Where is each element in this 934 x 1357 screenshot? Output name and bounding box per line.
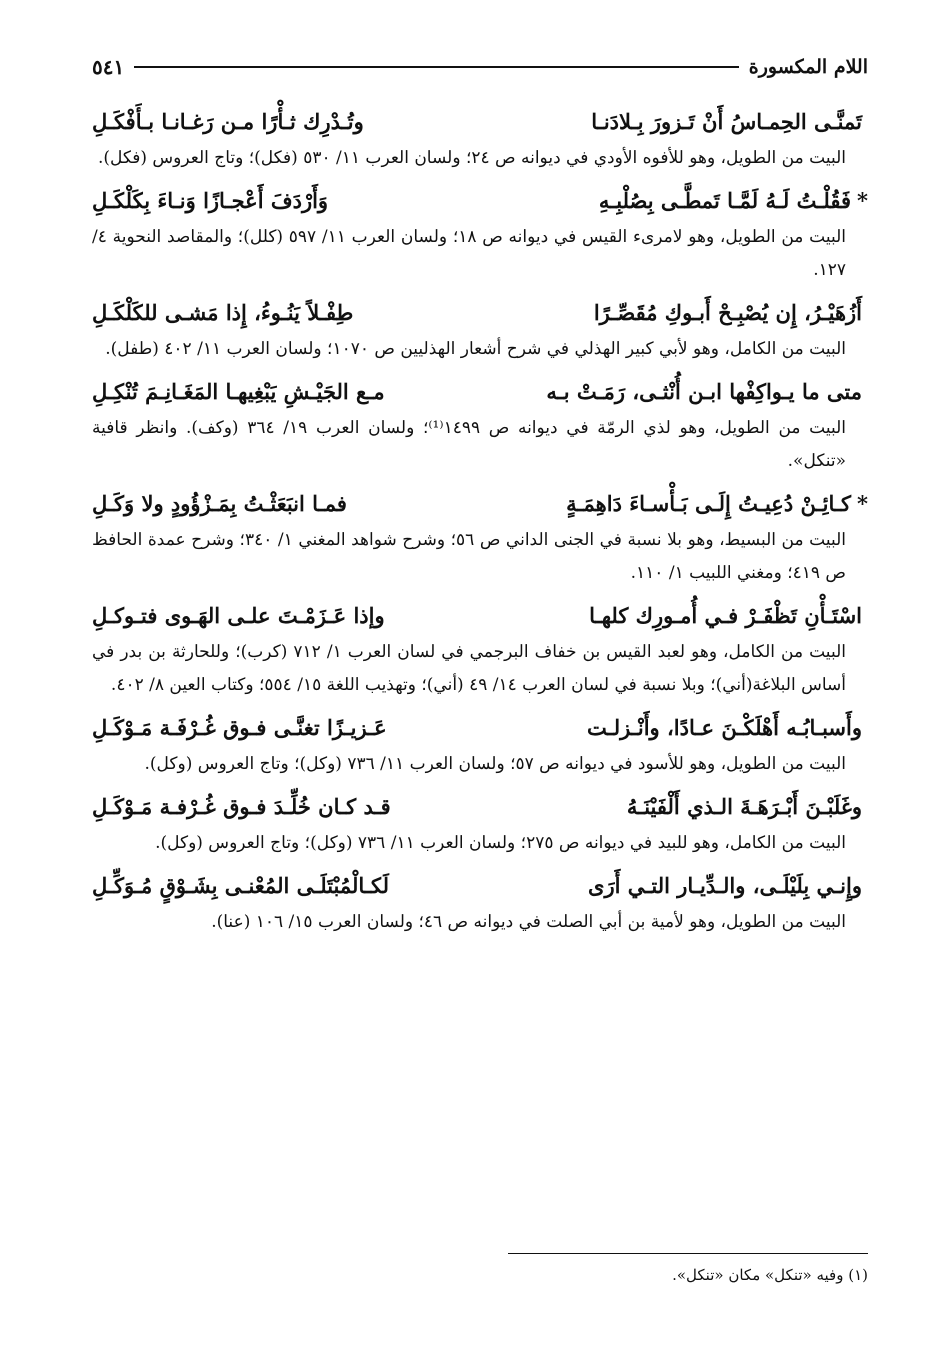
verse-hemistich-second: مـع الجَيْـشِ يَبْغِيهـا المَغَـانِـمَ تُنْكِـلِ [92,379,385,404]
verse-entry [92,596,868,702]
verse-hemistich-second: وَأَرْدَفَ أَعْجـازًا وَنـاءَ بِكَلْكَـلِ [92,188,329,213]
verse-entry [92,708,868,781]
verse-line [92,866,868,906]
page-number: ٥٤١ [92,55,125,79]
verse-citation-note: البيت من الطويل، وهو لامرىء القيس في ديوانه ص ١٨؛ ولسان العرب ١١/ ٥٩٧ (كلل)؛ والمقاصد النحوية ٤/ ١٢٧. [92,227,846,280]
verse-line [92,102,868,142]
verse-hemistich-first: متى ما يـواكِفْها ابـن أُنْثـى، رَمَـتْ بـه [546,379,862,404]
verse-citation-note: البيت من الكامل، وهو لأبي كبير الهذلي في شرح أشعار الهذليين ص ١٠٧٠؛ ولسان العرب ١١/ ٤٠٢ (طفل). [105,339,846,359]
verse-line [92,484,868,524]
footnote-rule [508,1253,868,1254]
verse-entry [92,866,868,939]
verse-citation-note: البيت من الطويل، وهو للأسود في ديوانه ص ٥٧؛ ولسان العرب ١١/ ٧٣٦ (وكل)؛ وتاج العروس (وكل). [144,754,846,774]
section-title: اللام المكسورة [748,56,868,78]
verse-hemistich-second: لَكـالْمُبْتَلَـى المُعْنـى بِشَـوْقٍ مُـوَكِّـلِ [92,873,389,898]
verse-citation-note: البيت من الطويل، وهو لأمية بن أبي الصلت في ديوانه ص ٤٦؛ ولسان العرب ١٥/ ١٠٦ (عنا). [211,912,846,932]
verse-citation-note: البيت من الكامل، وهو لعبد القيس بن خفاف البرجمي في لسان العرب ١/ ٧١٢ (كرب)؛ وللحارثة بن بدر في أساس البلاغة(أني)؛ وبلا نسبة في لسان العرب ١٤/ ٤٩ (أني)؛ وتهذيب اللغة ١٥/ ٥٥٤؛ وكتاب العين ٨/ ٤٠٢. [92,642,846,695]
verse-hemistich-first: أَزُهَيْـرُ، إِن يُصْبِـحْ أَبـوكِ مُقَصِّـرًا [593,300,862,325]
verse-hemistich-first: وإِنـي بِلَيْلَـى، والـدِّيـار التـي أَرَى [588,873,862,898]
verse-hemistich-second: طِفْـلاً يَنُـوءُ، إِذا مَشـى للكَلْكَـلِ [92,300,354,325]
page-body [92,96,868,943]
verse-hemistich-first: تَمنَّـى الحِمـاسُ أَنْ تَـزورَ بِـلادَنـا [591,109,862,134]
verse-entry [92,484,868,590]
verse-citation-note: البيت من الكامل، وهو للبيد في ديوانه ص ٢٧٥؛ ولسان العرب ١١/ ٧٣٦ (وكل)؛ وتاج العروس (وكل). [155,833,846,853]
verse-hemistich-second: عَـزيـزًا تغنَّـى فـوق غُـرْفَـة مَـوْكَـلِ [92,715,387,740]
verse-line [92,787,868,827]
verse-line [92,181,868,221]
verse-line [92,372,868,412]
verse-citation-note: البيت من الطويل، وهو لذي الرمّة في ديوانه ص ١٤٩٩⁽¹⁾؛ ولسان العرب ١٩/ ٣٦٤ (وكف). وانظر قافية «تنكل». [92,418,846,471]
verse-hemistich-second: وتُـدْرِك ثـأْرًا مـن رَغـانـا بـأَفْكَـلِ [92,109,364,134]
verse-citation-note: البيت من الطويل، وهو للأفوه الأودي في ديوانه ص ٢٤؛ ولسان العرب ١١/ ٥٣٠ (فكل)؛ وتاج العروس (فكل). [97,148,846,168]
verse-line [92,596,868,636]
verse-hemistich-second: وإذا عَـزَمْـتَ علـى الهَـوى فتـوكـلِ [92,603,385,628]
verse-entry [92,102,868,175]
verse-line [92,708,868,748]
header-rule [134,66,739,68]
running-header [92,50,868,84]
verse-citation-note: البيت من البسيط، وهو بلا نسبة في الجنى الداني ص ٥٦؛ وشرح شواهد المغني ١/ ٣٤٠؛ وشرح عمدة الحافظ ص ٤١٩؛ ومغني اللبيب ١/ ١١٠. [92,530,846,583]
verse-line [92,293,868,333]
verse-hemistich-second: فمـا انبَعَثْـتُ بِمَـزْؤُودٍ ولا وَكَـلِ [92,491,347,516]
verse-hemistich-first: اسْتَـأْنِ تَظْفَـرْ فـي أُمـورِك كلهـا [589,603,862,628]
verse-entry [92,181,868,287]
verse-entry [92,293,868,366]
footnote: (١) وفيه «تنكل» مكان «تنكل». [672,1266,868,1284]
verse-hemistich-first: كـائِـنْ دُعِيـتُ إِلَـى بَـأْسـاءَ دَاهِمَـةٍ [566,491,852,516]
verse-star-marker: * [857,188,868,213]
verse-hemistich-second: قـد كـان خُلِّـدَ فـوق غُـرْفـة مَـوْكَـلِ [92,794,391,819]
verse-entry [92,787,868,860]
verse-entry [92,372,868,478]
verse-hemistich-first: وغَلَبْـنَ أَبْـرَهَـةَ الـذي أَلْفَيْنَـهُ [626,794,862,819]
verse-hemistich-first: وأَسبـابُـه أَهْلَكْـنَ عـادًا، وأَنْـزلـت [586,715,862,740]
verse-star-marker: * [857,491,868,516]
verse-hemistich-first: فَقُلْـتُ لَـهُ لَمَّـا تَمطَّـى بِصُلْبِـهِ [598,188,852,213]
